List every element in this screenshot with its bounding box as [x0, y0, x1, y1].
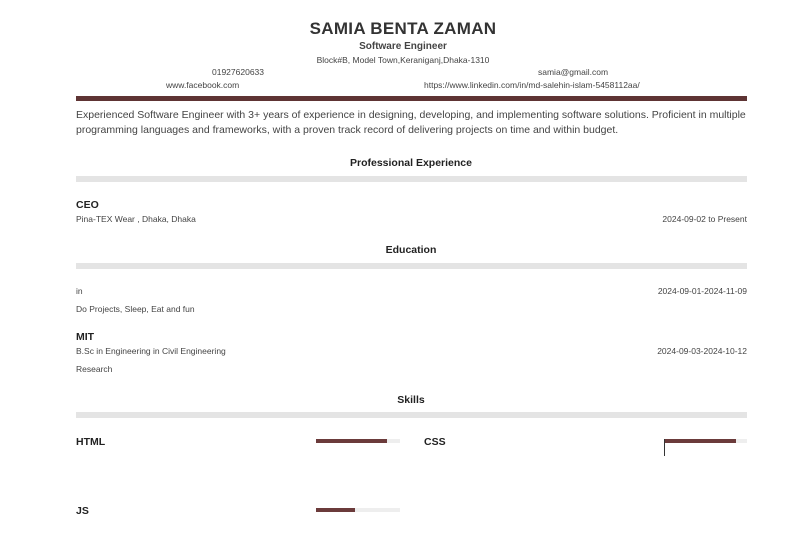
email-address[interactable]: samia@gmail.com: [538, 67, 609, 77]
skill-bar-fill: [664, 439, 736, 443]
education-divider: [76, 263, 747, 269]
address: Block#B, Model Town,Keraniganj,Dhaka-1310: [316, 55, 490, 65]
skill-bar-track: [316, 508, 400, 512]
job-title: Software Engineer: [359, 41, 447, 52]
text-cursor: [664, 439, 665, 456]
skill-name: JS: [76, 505, 89, 517]
phone-number: 01927620633: [212, 67, 265, 77]
education-dates: 2024-09-03-2024-10-12: [657, 346, 747, 356]
experience-org: Pina-TEX Wear , Dhaka, Dhaka: [76, 214, 196, 224]
education-heading: Education: [385, 244, 437, 256]
education-note: Research: [76, 364, 113, 374]
skills-heading: Skills: [397, 394, 425, 406]
experience-heading: Professional Experience: [350, 157, 472, 169]
education-degree: B.Sc in Engineering in Civil Engineering: [76, 346, 226, 356]
linkedin-link[interactable]: https://www.linkedin.com/in/md-salehin-islam-5458112aa/: [424, 80, 640, 90]
education-school: MIT: [76, 331, 95, 343]
skill-bar-track: [664, 439, 747, 443]
experience-dates: 2024-09-02 to Present: [662, 214, 747, 224]
skill-name: HTML: [76, 436, 106, 448]
education-note: Do Projects, Sleep, Eat and fun: [76, 304, 195, 314]
skill-bar-track: [316, 439, 400, 443]
education-dates: 2024-09-01-2024-11-09: [657, 286, 747, 296]
skill-bar-fill: [316, 439, 387, 443]
header-divider: [76, 96, 747, 101]
skills-divider: [76, 412, 747, 418]
skill-name: CSS: [424, 436, 446, 448]
resume-name: SAMIA BENTA ZAMAN: [309, 19, 497, 38]
experience-divider: [76, 176, 747, 182]
education-degree: in: [76, 286, 83, 296]
experience-title: CEO: [76, 199, 99, 211]
summary-text: Experienced Software Engineer with 3+ years of experience in designing, developing, and implementing software solutions. Proficient in multiple programming languages and frameworks, with a proven track record of delivering projects on time and within budget.: [76, 109, 746, 136]
facebook-link[interactable]: www.facebook.com: [166, 80, 240, 90]
skill-bar-fill: [316, 508, 355, 512]
